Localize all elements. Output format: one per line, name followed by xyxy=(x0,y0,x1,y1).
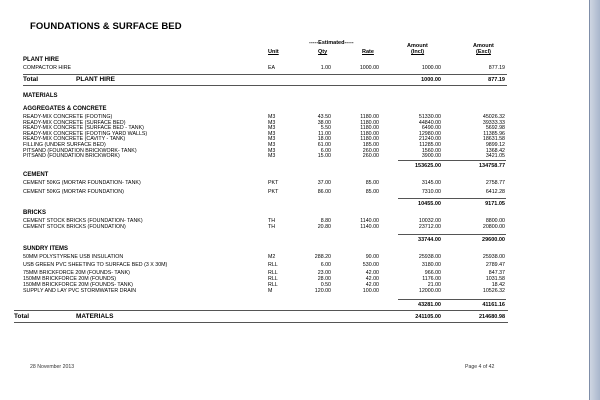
table-row xyxy=(0,181,588,189)
item-amount-incl: 3145.00 xyxy=(421,180,441,186)
item-amount-excl: 847.37 xyxy=(488,270,505,276)
item-unit: M3 xyxy=(268,147,276,154)
item-amount-excl: 18.42 xyxy=(491,282,505,288)
item-rate: 260.00 xyxy=(362,153,379,160)
item-amount-incl: 966.00 xyxy=(424,270,441,276)
estimated-label: -----Estimated----- xyxy=(309,40,354,46)
item-qty: 8.80 xyxy=(320,218,331,224)
total-name: PLANT HIRE xyxy=(76,76,115,83)
section-plant-hire: PLANT HIRE xyxy=(23,57,59,63)
subtotal-amount-excl: 41161.16 xyxy=(482,302,505,308)
item-amount-excl: 1031.58 xyxy=(485,276,505,282)
item-amount-incl: 21.00 xyxy=(427,282,441,288)
item-amount-incl: 11285.00 xyxy=(419,142,441,148)
item-amount-excl: 25938.00 xyxy=(482,254,505,260)
item-amount-incl: 7310.00 xyxy=(421,189,441,195)
item-description: CEMENT STOCK BRICKS (FOUNDATION) xyxy=(23,223,126,230)
item-description: READY-MIX CONCRETE (SURFACE BED) xyxy=(23,119,126,126)
item-amount-incl: 1176.00 xyxy=(422,276,441,282)
section-aggregates: AGGREGATES & CONCRETE xyxy=(23,106,107,112)
section-materials: MATERIALS xyxy=(23,93,58,99)
item-amount-excl: 5692.98 xyxy=(485,125,505,132)
item-unit: M3 xyxy=(268,130,276,137)
item-amount-excl: 9899.12 xyxy=(485,142,505,148)
item-amount-excl: 8800.00 xyxy=(485,218,505,224)
item-description: USB GREEN PVC SHEETING TO SURFACE BED (3 X 30M) xyxy=(23,262,168,268)
item-amount-excl: 18631.58 xyxy=(482,136,505,143)
divider xyxy=(14,310,508,311)
item-amount-excl: 2789.47 xyxy=(485,262,505,268)
item-amount-incl: 1560.00 xyxy=(421,147,441,154)
item-description: PITSAND (FOUNDATION BRICKWORK) xyxy=(23,153,120,160)
item-rate: 42.00 xyxy=(365,270,379,276)
total-amount-incl: 1000.00 xyxy=(421,77,441,83)
item-amount-excl: 877.19 xyxy=(488,65,505,71)
item-rate: 1180.00 xyxy=(360,130,379,137)
item-amount-incl: 10032.00 xyxy=(418,218,441,224)
item-description: 75MM BRICKFORCE 20M (FOUNDS- TANK) xyxy=(23,270,130,276)
item-qty: 20.80 xyxy=(317,223,331,230)
total-label: Total xyxy=(14,313,30,320)
item-amount-incl: 1000.00 xyxy=(421,65,441,71)
item-amount-excl: 45026.32 xyxy=(482,114,505,120)
item-unit: TH xyxy=(268,223,276,230)
header-qty: Qty xyxy=(318,49,328,55)
item-description: READY-MIX CONCRETE (FOOTING YARD WALLS) xyxy=(23,130,148,137)
item-rate: 42.00 xyxy=(365,282,379,288)
item-amount-excl: 39333.33 xyxy=(482,119,505,126)
table-row xyxy=(0,289,588,297)
item-amount-excl: 11385.96 xyxy=(483,130,505,137)
header-amount-incl-bottom: (Incl) xyxy=(411,49,425,55)
item-description: FILLING (UNDER SURFACE BED) xyxy=(23,142,106,148)
item-qty: 120.00 xyxy=(314,288,331,294)
item-qty: 37.00 xyxy=(317,180,331,186)
item-description: 150MM BRICKFORCE 20M (FOUNDS- TANK) xyxy=(23,282,133,288)
footer-date: 28 November 2013 xyxy=(30,364,75,370)
subtotal-amount-incl: 43281.00 xyxy=(418,302,441,308)
subtotal-amount-excl: 29600.00 xyxy=(482,237,505,243)
item-qty: 43.50 xyxy=(317,114,331,120)
item-rate: 1180.00 xyxy=(360,125,379,132)
item-unit: RLL xyxy=(268,270,278,276)
item-description: COMPACTOR HIRE xyxy=(23,65,72,71)
item-qty: 0.50 xyxy=(320,282,331,288)
item-qty: 11.00 xyxy=(318,130,331,137)
item-unit: RLL xyxy=(268,282,278,288)
item-qty: 86.00 xyxy=(317,189,331,195)
item-rate: 85.00 xyxy=(365,180,379,186)
item-description: 50MM POLYSTYRENE USB INSULATION xyxy=(23,254,124,260)
header-unit: Unit xyxy=(268,49,279,55)
item-qty: 61.00 xyxy=(317,142,331,148)
item-amount-incl: 12980.00 xyxy=(418,130,441,137)
header-amount-excl-bottom: (Excl) xyxy=(476,49,491,55)
item-unit: M xyxy=(268,288,273,294)
section-bricks: BRICKS xyxy=(23,210,47,216)
total-amount-excl: 214680.98 xyxy=(479,314,505,320)
item-amount-incl: 23712.00 xyxy=(418,223,441,230)
item-rate: 1140.00 xyxy=(360,223,379,230)
item-amount-incl: 3900.00 xyxy=(421,153,441,160)
item-qty: 28.00 xyxy=(317,276,331,282)
item-qty: 15.00 xyxy=(317,153,331,160)
item-description: SUPPLY AND LAY PVC STORMWATER DRAIN xyxy=(23,288,137,294)
item-rate: 100.00 xyxy=(362,288,379,294)
header-amount-excl-top: Amount xyxy=(473,43,494,49)
item-rate: 1180.00 xyxy=(360,136,379,143)
subtotal-amount-incl: 10455.00 xyxy=(418,201,441,207)
item-amount-incl: 3180.00 xyxy=(421,262,441,268)
divider xyxy=(14,322,508,323)
item-rate: 90.00 xyxy=(365,254,379,260)
subtotal-rule xyxy=(398,234,506,235)
item-description: READY-MIX CONCRETE (FOOTING) xyxy=(23,114,113,120)
header-rate: Rate xyxy=(362,49,374,55)
item-qty: 6.00 xyxy=(320,262,331,268)
item-rate: 1180.00 xyxy=(360,114,379,120)
item-amount-incl: 6490.00 xyxy=(421,125,441,132)
divider xyxy=(23,85,507,86)
item-amount-excl: 1368.42 xyxy=(485,147,505,154)
subtotal-rule xyxy=(398,299,506,300)
item-rate: 530.00 xyxy=(362,262,379,268)
total-label: Total xyxy=(23,76,39,83)
item-amount-incl: 51330.00 xyxy=(418,114,441,120)
item-unit: PKT xyxy=(268,189,279,195)
window-edge-bar xyxy=(589,0,600,400)
item-rate: 85.00 xyxy=(365,189,379,195)
divider xyxy=(23,74,507,75)
item-unit: PKT xyxy=(268,180,279,186)
item-unit: M3 xyxy=(268,114,276,120)
item-description: CEMENT 50KG (MORTAR FOUNDATION) xyxy=(23,189,124,195)
item-description: READY-MIX CONCRETE (SURFACE BED - TANK) xyxy=(23,125,144,132)
item-qty: 38.00 xyxy=(317,119,331,126)
item-description: READY-MIX CONCRETE (CAVITY - TANK) xyxy=(23,136,126,143)
page-title: FOUNDATIONS & SURFACE BED xyxy=(30,21,182,32)
item-unit: EA xyxy=(268,65,276,71)
item-amount-incl: 44840.00 xyxy=(418,119,441,126)
subtotal-amount-excl: 9171.05 xyxy=(485,201,505,207)
item-rate: 1000.00 xyxy=(359,65,379,71)
item-unit: RLL xyxy=(268,276,278,282)
item-rate: 185.00 xyxy=(362,142,379,148)
subtotal-amount-excl: 134758.77 xyxy=(479,163,505,169)
item-unit: TH xyxy=(268,218,276,224)
footer-page-number: Page 4 of 42 xyxy=(465,364,495,370)
item-rate: 1140.00 xyxy=(360,218,379,224)
item-amount-excl: 6412.28 xyxy=(485,189,505,195)
item-unit: M2 xyxy=(268,254,276,260)
item-qty: 6.00 xyxy=(320,147,331,154)
item-unit: M3 xyxy=(268,119,276,126)
item-amount-incl: 12000.00 xyxy=(418,288,441,294)
item-qty: 23.00 xyxy=(317,270,331,276)
item-unit: RLL xyxy=(268,262,278,268)
item-unit: M3 xyxy=(268,142,276,148)
subtotal-amount-incl: 33744.00 xyxy=(418,237,441,243)
item-qty: 1.00 xyxy=(320,65,331,71)
item-amount-excl: 10526.32 xyxy=(482,288,505,294)
item-description: 150MM BRICKFORCE 20M (FOUNDS) xyxy=(23,276,117,282)
item-rate: 260.00 xyxy=(362,147,379,154)
item-description: CEMENT 50KG (MORTAR FOUNDATION- TANK) xyxy=(23,180,141,186)
item-amount-excl: 20800.00 xyxy=(482,223,505,230)
item-rate: 1180.00 xyxy=(360,119,379,126)
item-amount-excl: 3421.05 xyxy=(485,153,505,160)
item-amount-incl: 21240.00 xyxy=(418,136,441,143)
section-sundry: SUNDRY ITEMS xyxy=(23,246,69,252)
table-row xyxy=(0,190,588,198)
item-description: PITSAND (FOUNDATION BRICKWORK- TANK) xyxy=(23,147,137,154)
item-unit: M3 xyxy=(268,153,276,160)
subtotal-rule xyxy=(398,198,506,199)
table-row xyxy=(0,66,588,74)
subtotal-rule xyxy=(398,160,506,161)
header-amount-incl-top: Amount xyxy=(407,43,428,49)
item-qty: 288.20 xyxy=(314,254,331,260)
total-amount-incl: 241105.00 xyxy=(415,314,441,320)
subtotal-amount-incl: 153625.00 xyxy=(415,163,441,169)
item-amount-excl: 2758.77 xyxy=(485,180,505,186)
item-rate: 42.00 xyxy=(365,276,379,282)
table-row xyxy=(0,225,588,233)
total-name: MATERIALS xyxy=(76,313,114,320)
item-amount-incl: 25938.00 xyxy=(418,254,441,260)
section-cement: CEMENT xyxy=(23,172,49,178)
item-qty: 18.00 xyxy=(317,136,331,143)
item-unit: M3 xyxy=(268,136,276,143)
item-qty: 5.50 xyxy=(320,125,331,132)
total-amount-excl: 877.19 xyxy=(488,77,505,83)
item-unit: M3 xyxy=(268,125,276,132)
item-description: CEMENT STOCK BRICKS (FOUNDATION- TANK) xyxy=(23,218,143,224)
